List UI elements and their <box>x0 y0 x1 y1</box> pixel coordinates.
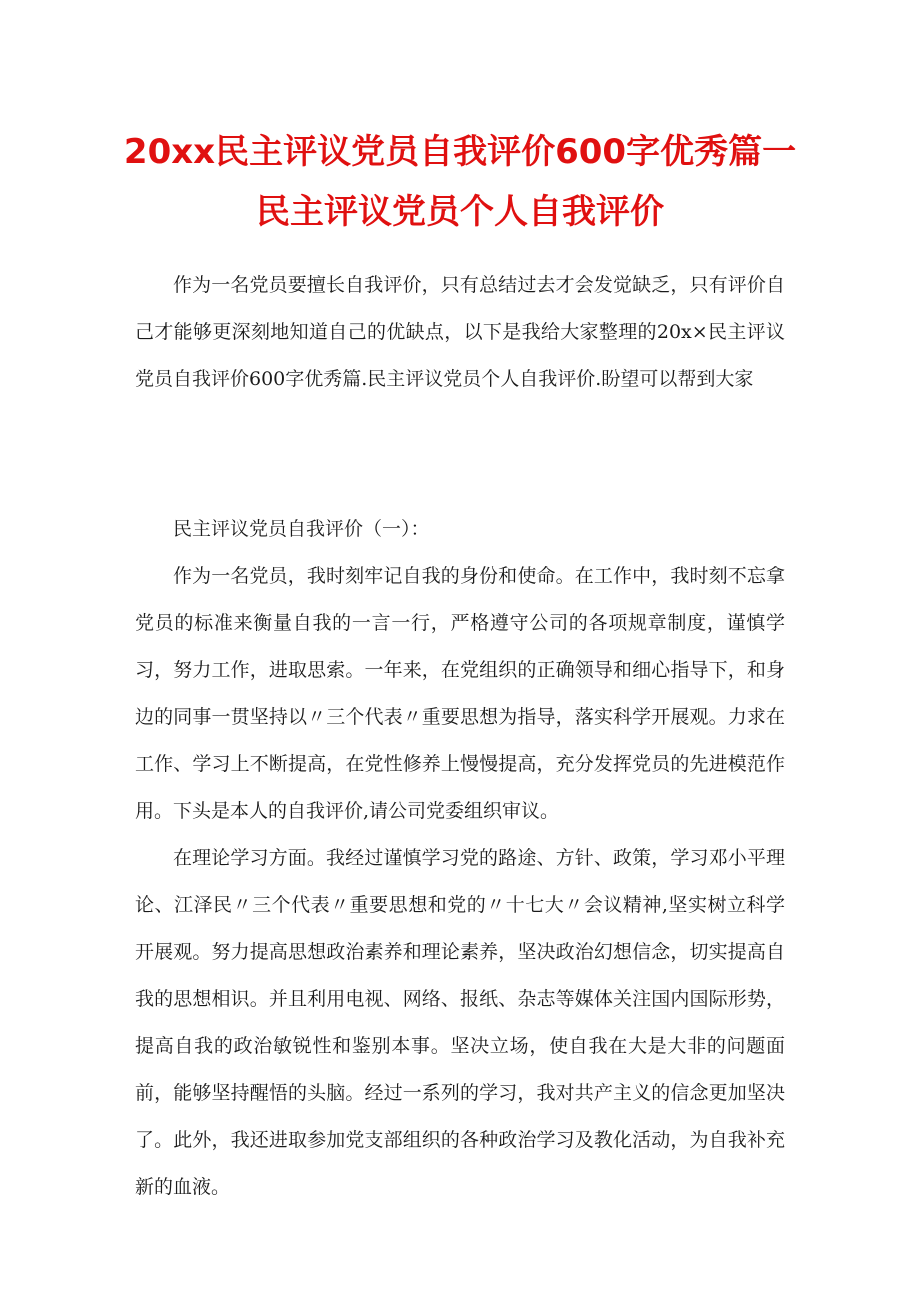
document-title-line1: 20xx民主评议党员自我评价600字优秀篇一 <box>123 132 797 172</box>
document-title-line2: 民主评议党员个人自我评价 <box>256 192 664 232</box>
body-paragraph-1: 作为一名党员，我时刻牢记自我的身份和使命。在工作中，我时刻不忘拿党员的标准来衡量自我的一言一行，严格遵守公司的各项规章制度，谨慎学习，努力工作，进取思索。一年来，在党组织的正确领导和细心指导下，和身边的同事一贯坚持以〃三个代表〃重要思想为指导，落实科学开展观。力求在工作、学习上不断提高，在党性修养上慢慢提高，充分发挥党员的先进模范作用。下头是本人的自我评价,请公司党委组织审议。 <box>135 565 785 822</box>
intro-paragraph: 作为一名党员要擅长自我评价，只有总结过去才会发觉缺乏，只有评价自己才能够更深刻地知道自己的优缺点，以下是我给大家整理的20x×民主评议党员自我评价600字优秀篇.民主评议党员个人自我评价.盼望可以帮到大家 <box>135 274 785 390</box>
body-paragraph-2: 在理论学习方面。我经过谨慎学习党的路途、方针、政策，学习邓小平理论、江泽民〃三个代表〃重要思想和党的〃十七大〃会议精神,坚实树立科学开展观。努力提高思想政治素养和理论素养，坚决政治幻想信念，切实提高自我的思想相识。并且利用电视、网络、报纸、杂志等媒体关注国内国际形势，提高自我的政治敏锐性和鉴别本事。坚决立场，使自我在大是大非的问题面前，能够坚持醒悟的头脑。经过一系列的学习，我对共产主义的信念更加坚决了。此外，我还进取参加党支部组织的各种政治学习及教化活动，为自我补充新的血液。 <box>135 847 785 1198</box>
section-heading: 民主评议党员自我评价（一）： <box>173 518 430 540</box>
